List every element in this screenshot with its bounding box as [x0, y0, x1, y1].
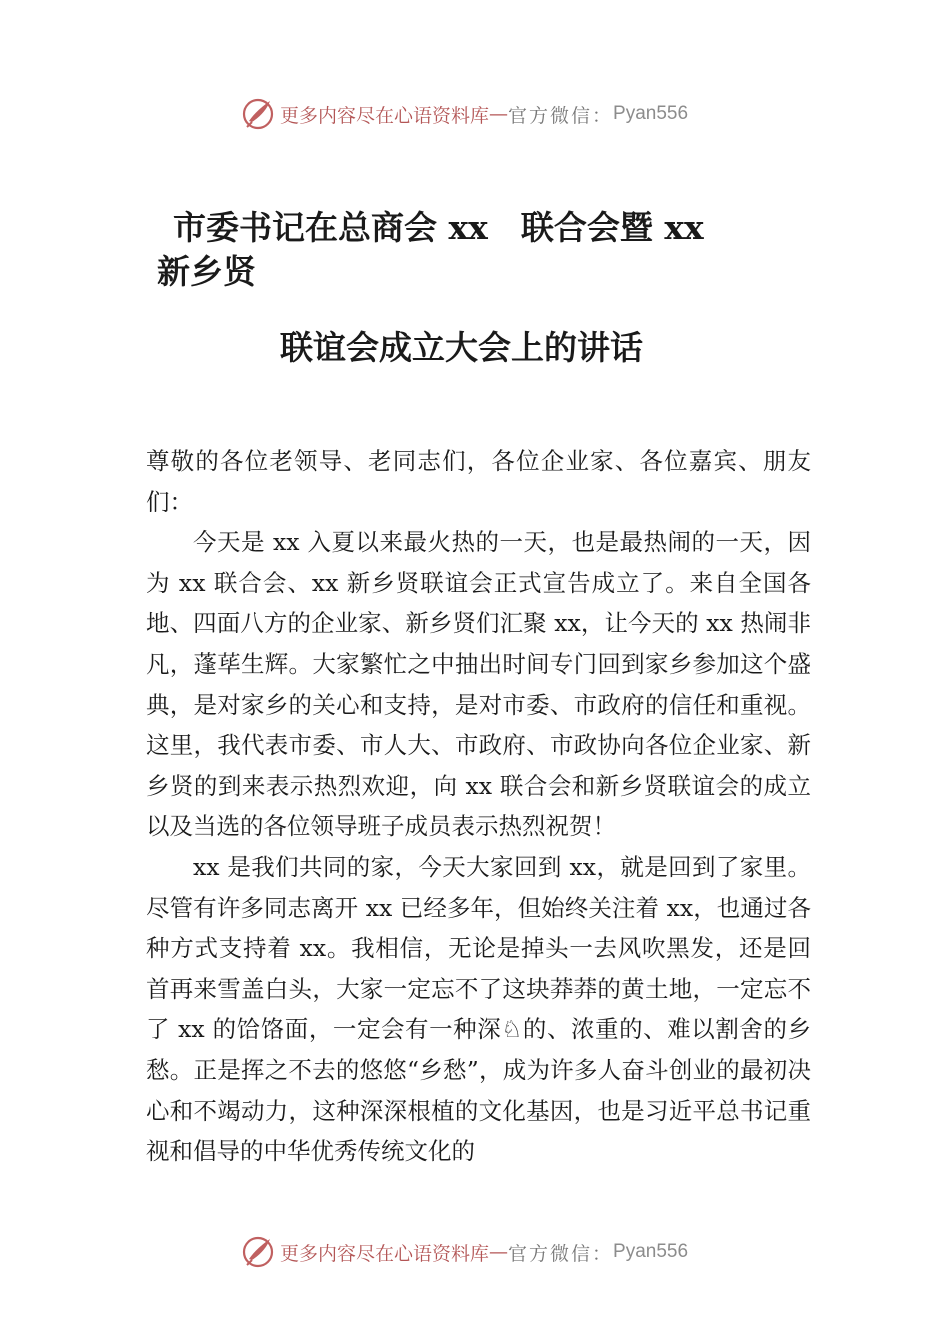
title-line-1: 市委书记在总商会 xx 联合会暨 xx — [173, 208, 704, 247]
watermark-separator: — — [489, 1241, 509, 1263]
header-watermark — [240, 94, 740, 134]
salutation: 尊敬的各位老领导、老同志们，各位企业家、各位嘉宾、朋友们： — [146, 447, 811, 516]
footer-watermark — [240, 1232, 740, 1272]
document-body — [146, 441, 811, 1172]
watermark-account: Pyan556 — [613, 1241, 689, 1262]
watermark-label: 官方微信： — [508, 104, 614, 127]
title-line-3: 联谊会成立大会上的讲话 — [280, 328, 643, 367]
watermark-main-text: 更多内容尽在心语资料库 — [280, 104, 490, 127]
watermark-main-text: 更多内容尽在心语资料库 — [280, 1242, 490, 1265]
watermark-separator: — — [489, 103, 509, 125]
paragraph-1: 今天是 xx 入夏以来最火热的一天，也是最热闹的一天，因为 xx 联合会、xx 新乡贤联谊会正式宣告成立了。来自全国各地、四面八方的企业家、新乡贤们汇聚 xx，让今天的 xx 热闹非凡，蓬荜生辉。大家繁忙之中抽出时间专门回到家乡参加这个盛典，是对家乡的关心和支持，是对市委、市政府的信任和重视。这里，我代表市委、市人大、市政府、市政协向各位企业家、新乡贤的到来表示热烈欢迎，向 xx 联合会和新乡贤联谊会的成立以及当选的各位领导班子成员表示热烈祝贺！ — [146, 528, 811, 841]
paragraph-2: xx 是我们共同的家，今天大家回到 xx，就是回到了家里。尽管有许多同志离开 xx 已经多年，但始终关注着 xx，也通过各种方式支持着 xx。我相信，无论是掉头一去风吹黑发，还是回首再来雪盖白头，大家一定忘不了这块莽莽的黄土地，一定忘不了 xx 的饸饹面，一定会有一种深♘的、浓重的、难以割舍的乡愁。正是挥之不去的悠悠“乡愁”，成为许多人奋斗创业的最初决心和不竭动力，这种深深根植的文化基因，也是习近平总书记重视和倡导的中华优秀传统文化的 — [146, 852, 811, 1166]
quill-logo-icon — [240, 1234, 276, 1270]
watermark-account: Pyan556 — [613, 103, 689, 124]
watermark-label: 官方微信： — [508, 1242, 614, 1265]
title-line-2: 新乡贤 — [157, 252, 256, 291]
quill-logo-icon — [240, 96, 276, 132]
